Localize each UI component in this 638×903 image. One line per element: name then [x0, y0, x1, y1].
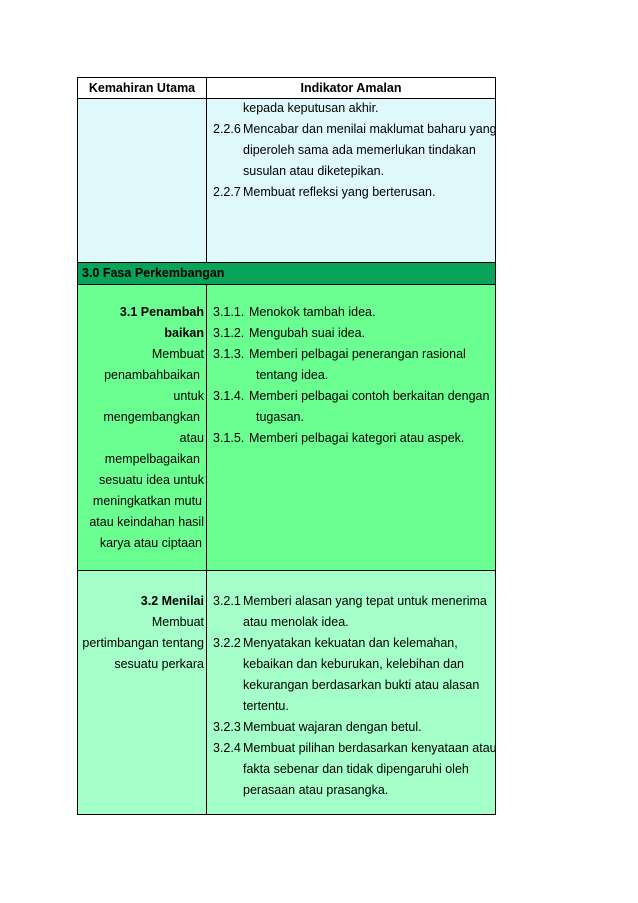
indicator-number: 2.2.6 — [213, 122, 241, 136]
indicator-text: Memberi pelbagai penerangan rasional — [249, 347, 466, 361]
skill-title: 3.2 Menilai — [140, 594, 204, 608]
indicator-number: 3.1.4. — [213, 389, 245, 403]
skill-description: mengembangkan — [103, 410, 200, 424]
indicator-text: fakta sebenar dan tidak dipengaruhi oleh — [243, 762, 469, 776]
section-header-cell — [77, 262, 496, 285]
indicator-text: susulan atau diketepikan. — [243, 164, 385, 178]
indicator-text: Mencabar dan menilai maklumat baharu yang — [243, 122, 497, 136]
header-cell-indicator — [206, 77, 496, 99]
skill-description: mempelbagaikan — [104, 452, 200, 466]
skill-description: pertimbangan tentang — [82, 636, 204, 650]
continued-skill-cell — [77, 98, 207, 263]
skill-description: penambahbaikan — [104, 368, 200, 382]
indicator-text: perasaan atau prasangka. — [243, 783, 389, 797]
skill-description: sesuatu perkara — [114, 657, 204, 671]
continued-indicator-cell — [206, 98, 496, 263]
indicator-number: 3.1.2. — [213, 326, 245, 340]
indicator-number: 3.2.2 — [213, 636, 241, 650]
indicator-text: Mengubah suai idea. — [249, 326, 366, 340]
indicator-number: 3.2.3 — [213, 720, 241, 734]
skill-description: untuk — [173, 389, 204, 403]
indicator-31-cell — [206, 284, 496, 571]
indicator-text: Membuat pilihan berdasarkan kenyataan atau — [243, 741, 497, 755]
indicator-text: Menokok tambah idea. — [249, 305, 376, 319]
indicator-text: diperoleh sama ada memerlukan tindakan — [243, 143, 476, 157]
indicator-32-cell — [206, 570, 496, 815]
indicator-text: tertentu. — [243, 699, 289, 713]
indicator-number: 3.1.1. — [213, 305, 245, 319]
indicator-number: 3.1.3. — [213, 347, 245, 361]
indicator-text: tugasan. — [256, 410, 304, 424]
skill-description: Membuat — [151, 615, 204, 629]
skill-description: atau keindahan hasil — [89, 515, 204, 529]
skill-32-cell — [77, 570, 207, 815]
skill-description: karya atau ciptaan — [99, 536, 202, 550]
skill-description: sesuatu idea untuk — [99, 473, 204, 487]
indicator-number: 3.1.5. — [213, 431, 245, 445]
indicator-text: Memberi pelbagai kategori atau aspek. — [249, 431, 465, 445]
skill-title: 3.1 Penambah — [119, 305, 204, 319]
header-indicator-label: Indikator Amalan — [300, 81, 402, 95]
indicator-text: Menyatakan kekuatan dan kelemahan, — [243, 636, 458, 650]
header-cell-skill — [77, 77, 207, 99]
indicator-text: kepada keputusan akhir. — [243, 101, 379, 115]
indicator-text: tentang idea. — [256, 368, 329, 382]
skill-31-cell — [77, 284, 207, 571]
indicator-text: Memberi pelbagai contoh berkaitan dengan — [249, 389, 490, 403]
skill-description: atau — [179, 431, 204, 445]
indicator-text: Memberi alasan yang tepat untuk menerima — [243, 594, 487, 608]
indicator-text: Membuat refleksi yang berterusan. — [243, 185, 436, 199]
header-skill-label: Kemahiran Utama — [88, 81, 196, 95]
skill-description: meningkatkan mutu — [92, 494, 202, 508]
skills-table — [77, 77, 496, 815]
skill-description: Membuat — [151, 347, 204, 361]
indicator-number: 3.2.4 — [213, 741, 241, 755]
indicator-text: Membuat wajaran dengan betul. — [243, 720, 422, 734]
indicator-text: atau menolak idea. — [243, 615, 349, 629]
skill-title: baikan — [164, 326, 204, 340]
indicator-text: kebaikan dan keburukan, kelebihan dan — [243, 657, 465, 671]
section-title: 3.0 Fasa Perkembangan — [82, 266, 225, 280]
indicator-text: kekurangan berdasarkan bukti atau alasan — [243, 678, 480, 692]
indicator-number: 2.2.7 — [213, 185, 241, 199]
indicator-number: 3.2.1 — [213, 594, 241, 608]
